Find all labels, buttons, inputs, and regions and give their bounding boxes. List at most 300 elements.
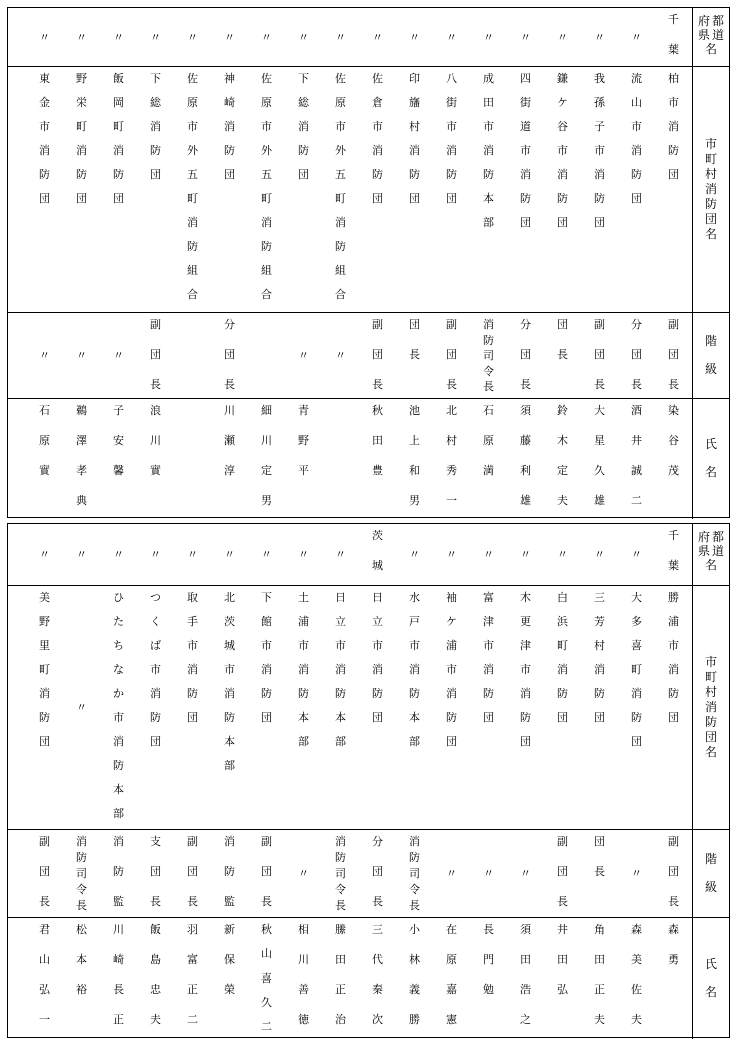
- name-header-char: 名: [704, 984, 717, 999]
- ditto-mark: 〃: [187, 548, 198, 561]
- municipality-char: 防: [594, 687, 605, 700]
- rank-char: 令: [76, 883, 87, 896]
- rank-cell: [137, 830, 174, 917]
- name-char: 森: [631, 923, 642, 936]
- municipality-char: 城: [224, 639, 235, 652]
- municipality-char: 白: [557, 591, 568, 604]
- rank-cell: [581, 313, 618, 398]
- name-char: 田: [594, 953, 605, 966]
- name-header: [692, 399, 729, 519]
- ditto-mark: 〃: [261, 548, 272, 561]
- rank-char: 団: [520, 348, 531, 361]
- rank-char: 団: [261, 865, 272, 878]
- name-char: 義: [409, 983, 420, 996]
- municipality-char: 茨: [224, 615, 235, 628]
- municipality-char: 消: [150, 687, 161, 700]
- ditto-mark: 〃: [409, 548, 420, 561]
- municipality-char: 水: [409, 591, 420, 604]
- name-cell: [322, 399, 359, 519]
- name-char: 山: [261, 947, 272, 961]
- name-cell: [100, 918, 137, 1039]
- rank-char: 消: [76, 835, 87, 848]
- municipality-char: 喜: [631, 639, 642, 652]
- municipality-char: 消: [594, 663, 605, 676]
- rank-cell: [396, 313, 433, 398]
- name-char: 久: [261, 995, 272, 1009]
- name-char: 典: [76, 494, 87, 507]
- prefecture-char: 茨: [372, 529, 383, 542]
- ditto-mark: 〃: [631, 30, 642, 44]
- name-char: 川: [224, 404, 235, 417]
- name-char: 弘: [39, 983, 50, 996]
- municipality-cell: [433, 67, 470, 312]
- name-cell: [396, 399, 433, 519]
- prefecture-cell: [655, 524, 692, 585]
- municipality-char: 多: [631, 615, 642, 628]
- municipality-char: 消: [39, 144, 50, 157]
- name-char: 在: [446, 923, 457, 936]
- prefecture-header-char: 名: [704, 42, 721, 56]
- municipality-char: 下: [298, 72, 309, 85]
- name-char: 夫: [594, 1013, 605, 1026]
- municipality-char: 神: [224, 72, 235, 85]
- municipality-cell: [174, 67, 211, 312]
- municipality-char: 防: [113, 759, 124, 772]
- municipality-char: 団: [446, 735, 457, 748]
- name-cell: [322, 918, 359, 1039]
- ditto-mark: 〃: [113, 30, 124, 44]
- name-cell: [137, 399, 174, 519]
- ditto-mark: 〃: [446, 548, 457, 561]
- municipality-char: 消: [557, 663, 568, 676]
- municipality-char: 立: [372, 615, 383, 628]
- rank-char: 司: [483, 349, 494, 362]
- rank-char: 団: [446, 348, 457, 361]
- name-char: 勇: [668, 953, 679, 966]
- name-cell: [359, 918, 396, 1039]
- prefecture-cell: [433, 524, 470, 585]
- municipality-cell: [211, 67, 248, 312]
- name-char: 山: [39, 953, 50, 966]
- rank-char: 団: [668, 348, 679, 361]
- rank-char: 長: [446, 378, 457, 391]
- name-char: 木: [557, 434, 568, 447]
- municipality-char: 市: [39, 120, 50, 133]
- municipality-char: ば: [150, 639, 161, 652]
- municipality-char: 立: [335, 615, 346, 628]
- municipality-char: 四: [520, 72, 531, 85]
- rank-char: 分: [224, 318, 235, 331]
- name-char: 縢: [335, 923, 346, 936]
- name-char: 夫: [150, 1013, 161, 1026]
- municipality-char: 佐: [261, 72, 272, 85]
- prefecture-cell: [137, 524, 174, 585]
- name-char: 野: [298, 434, 309, 447]
- rank-char: 団: [224, 348, 235, 361]
- rank-char: 消: [224, 835, 235, 848]
- rank-char: 長: [594, 865, 605, 878]
- name-char: 星: [594, 434, 605, 447]
- municipality-char: 市: [261, 639, 272, 652]
- ditto-mark: 〃: [594, 30, 605, 44]
- municipality-char: 倉: [372, 96, 383, 109]
- municipality-char: 子: [594, 120, 605, 133]
- prefecture-cell: [63, 524, 100, 585]
- name-char: 田: [520, 953, 531, 966]
- municipality-char: 市: [409, 639, 420, 652]
- municipality-char: 町: [335, 192, 346, 205]
- municipality-char: 市: [557, 144, 568, 157]
- municipality-char: 本: [409, 711, 420, 724]
- municipality-char: 防: [76, 168, 87, 181]
- municipality-cell: [396, 586, 433, 829]
- name-char: 豊: [372, 464, 383, 477]
- rank-char: 司: [409, 867, 420, 880]
- municipality-char: 崎: [224, 96, 235, 109]
- municipality-char: 岡: [113, 96, 124, 109]
- rank-char: 防: [76, 851, 87, 864]
- ditto-mark: 〃: [631, 548, 642, 561]
- municipality-header-char: 市: [704, 137, 717, 151]
- rank-cell: [470, 313, 507, 398]
- name-char: 須: [520, 404, 531, 417]
- municipality-char: 防: [668, 687, 679, 700]
- municipality-char: 団: [631, 192, 642, 205]
- rank-cell: [322, 313, 359, 398]
- municipality-char: 総: [298, 96, 309, 109]
- municipality-cell: [248, 67, 285, 312]
- name-char: 富: [187, 953, 198, 966]
- municipality-char: 防: [631, 168, 642, 181]
- rank-header: [692, 313, 729, 398]
- rank-char: 長: [483, 380, 494, 393]
- municipality-char: 防: [298, 144, 309, 157]
- rank-char: 分: [631, 318, 642, 331]
- name-char: 君: [39, 923, 50, 936]
- rank-cell: [544, 313, 581, 398]
- prefecture-cell: [174, 8, 211, 66]
- rank-cell: [544, 830, 581, 917]
- rank-char: 長: [187, 895, 198, 908]
- municipality-char: 防: [557, 192, 568, 205]
- municipality-char: 勝: [668, 591, 679, 604]
- name-char: 北: [446, 404, 457, 417]
- name-char: 憲: [446, 1013, 457, 1026]
- ditto-mark: 〃: [520, 867, 531, 880]
- municipality-char: 部: [409, 735, 420, 748]
- municipality-char: 取: [187, 591, 198, 604]
- municipality-char: 消: [483, 144, 494, 157]
- municipality-cell: [655, 586, 692, 829]
- name-char: 相: [298, 923, 309, 936]
- municipality-char: 市: [335, 120, 346, 133]
- municipality-char: 消: [39, 687, 50, 700]
- municipality-char: 八: [446, 72, 457, 85]
- municipality-char: 消: [298, 663, 309, 676]
- name-char: 忠: [150, 983, 161, 996]
- ditto-mark: 〃: [446, 867, 457, 880]
- municipality-cell: [470, 67, 507, 312]
- municipality-char: 部: [224, 759, 235, 772]
- municipality-char: 防: [520, 192, 531, 205]
- municipality-char: 北: [224, 591, 235, 604]
- name-cell: [618, 399, 655, 519]
- rank-cell: [174, 313, 211, 398]
- municipality-char: 五: [261, 168, 272, 181]
- prefecture-cell: [544, 8, 581, 66]
- municipality-char: 防: [520, 711, 531, 724]
- municipality-char: 消: [520, 687, 531, 700]
- rank-cell: [26, 830, 63, 917]
- rank-char: 長: [520, 378, 531, 391]
- municipality-cell: [470, 586, 507, 829]
- municipality-char: 市: [150, 663, 161, 676]
- municipality-char: 団: [39, 192, 50, 205]
- name-char: 青: [298, 404, 309, 417]
- municipality-char: 佐: [372, 72, 383, 85]
- roster-table-2: [7, 523, 730, 1038]
- municipality-char: 防: [150, 711, 161, 724]
- rank-char: 副: [150, 318, 161, 331]
- prefecture-cell: [618, 524, 655, 585]
- ditto-mark: 〃: [39, 30, 50, 44]
- municipality-char: 町: [261, 192, 272, 205]
- name-char: 佐: [631, 983, 642, 996]
- municipality-char: 組: [187, 264, 198, 277]
- name-char: 新: [224, 923, 235, 936]
- municipality-cell: [63, 67, 100, 312]
- prefecture-char: 千: [668, 13, 679, 26]
- municipality-cell: [359, 586, 396, 829]
- municipality-char: 道: [520, 120, 531, 133]
- municipality-char: 防: [224, 711, 235, 724]
- municipality-char: ケ: [446, 615, 457, 628]
- name-char: 澤: [76, 434, 87, 447]
- municipality-header-char: 村: [704, 685, 717, 699]
- rank-char: 長: [668, 378, 679, 391]
- name-char: 角: [594, 923, 605, 936]
- rank-char: 消: [335, 835, 346, 848]
- name-char: 林: [409, 953, 420, 966]
- rank-char: 消: [113, 835, 124, 848]
- municipality-char: 団: [557, 216, 568, 229]
- rank-char: 令: [409, 883, 420, 896]
- municipality-header-char: 消: [704, 182, 717, 196]
- municipality-cell: [618, 586, 655, 829]
- municipality-char: 市: [224, 663, 235, 676]
- municipality-char: 村: [409, 120, 420, 133]
- rank-header: [692, 830, 729, 917]
- municipality-char: 孫: [594, 96, 605, 109]
- name-char: 藤: [520, 434, 531, 447]
- prefecture-cell: [322, 524, 359, 585]
- name-char: 子: [113, 404, 124, 417]
- rank-char: 副: [261, 835, 272, 848]
- municipality-header-char: 団: [704, 730, 717, 744]
- prefecture-cell: [581, 8, 618, 66]
- municipality-char: 市: [520, 663, 531, 676]
- prefecture-cell: [618, 8, 655, 66]
- municipality-char: 防: [483, 687, 494, 700]
- ditto-mark: 〃: [298, 349, 309, 362]
- rank-char: 団: [594, 348, 605, 361]
- municipality-header-char: 名: [704, 745, 717, 759]
- name-char: 代: [372, 953, 383, 966]
- rank-char: 長: [631, 378, 642, 391]
- ditto-mark: 〃: [298, 30, 309, 44]
- municipality-char: 市: [113, 711, 124, 724]
- rank-char: 防: [409, 851, 420, 864]
- rank-char: 副: [39, 835, 50, 848]
- municipality-header-char: 防: [704, 197, 717, 211]
- municipality-char: 消: [668, 120, 679, 133]
- rank-char: 防: [113, 865, 124, 878]
- municipality-cell: [174, 586, 211, 829]
- name-char: 徳: [298, 1013, 309, 1026]
- name-cell: [655, 918, 692, 1039]
- municipality-char: 団: [520, 216, 531, 229]
- name-char: 秋: [261, 923, 272, 936]
- ditto-mark: 〃: [520, 30, 531, 44]
- name-char: 秀: [446, 464, 457, 477]
- municipality-char: 団: [594, 711, 605, 724]
- name-char: 谷: [668, 434, 679, 447]
- ditto-mark: 〃: [483, 867, 494, 880]
- municipality-char: 土: [298, 591, 309, 604]
- name-char: 正: [187, 983, 198, 996]
- rank-char: 長: [372, 378, 383, 391]
- rank-char: 防: [224, 865, 235, 878]
- rank-char: 長: [150, 378, 161, 391]
- municipality-header: [692, 586, 729, 829]
- name-char: 松: [76, 923, 87, 936]
- municipality-char: 消: [668, 663, 679, 676]
- name-char: 勉: [483, 983, 494, 996]
- prefecture-header-char: 県: [698, 28, 711, 42]
- rank-cell: [618, 313, 655, 398]
- rank-row: [8, 830, 729, 918]
- municipality-char: 団: [261, 711, 272, 724]
- name-char: 正: [113, 1013, 124, 1026]
- name-char: 田: [335, 953, 346, 966]
- name-cell: [470, 399, 507, 519]
- name-cell: [174, 918, 211, 1039]
- municipality-char: 田: [483, 96, 494, 109]
- municipality-char: 防: [594, 192, 605, 205]
- municipality-char: 消: [631, 687, 642, 700]
- name-char: 定: [261, 464, 272, 477]
- municipality-char: 日: [335, 591, 346, 604]
- municipality-char: ち: [113, 639, 124, 652]
- municipality-char: 市: [668, 96, 679, 109]
- prefecture-cell: [137, 8, 174, 66]
- rank-cell: [618, 830, 655, 917]
- municipality-char: 日: [372, 591, 383, 604]
- name-char: 三: [372, 923, 383, 936]
- rank-char: 長: [150, 895, 161, 908]
- municipality-char: 手: [187, 615, 198, 628]
- municipality-char: 消: [409, 663, 420, 676]
- municipality-char: 市: [261, 120, 272, 133]
- municipality-char: 下: [150, 72, 161, 85]
- name-char: 秋: [372, 404, 383, 417]
- prefecture-header-char: 都: [712, 14, 725, 28]
- rank-cell: [359, 313, 396, 398]
- name-char: 孝: [76, 464, 87, 477]
- municipality-char: 印: [409, 72, 420, 85]
- rank-cell: [100, 830, 137, 917]
- ditto-mark: 〃: [483, 30, 494, 44]
- municipality-char: 消: [335, 663, 346, 676]
- prefecture-header-char: 道: [712, 544, 725, 558]
- prefecture-header-char: 県: [698, 544, 711, 558]
- municipality-char: 防: [483, 168, 494, 181]
- rank-char: 防: [483, 333, 494, 347]
- name-char: 勝: [409, 1013, 420, 1026]
- municipality-char: 消: [113, 735, 124, 748]
- rank-char: 団: [409, 318, 420, 331]
- municipality-char: 館: [261, 615, 272, 628]
- municipality-char: 外: [261, 144, 272, 157]
- rank-char: 長: [335, 899, 346, 912]
- municipality-char: 団: [372, 711, 383, 724]
- name-row: [8, 399, 729, 519]
- ditto-mark: 〃: [113, 548, 124, 561]
- name-char: 上: [409, 434, 420, 447]
- municipality-char: な: [113, 663, 124, 676]
- municipality-char: 団: [668, 168, 679, 181]
- ditto-mark: 〃: [76, 701, 87, 714]
- municipality-char: 消: [631, 144, 642, 157]
- municipality-char: ケ: [557, 96, 568, 109]
- name-cell: [544, 918, 581, 1039]
- municipality-char: 団: [483, 711, 494, 724]
- municipality-char: 防: [113, 168, 124, 181]
- rank-char: 防: [335, 851, 346, 864]
- municipality-char: 本: [298, 711, 309, 724]
- name-cell: [618, 918, 655, 1039]
- name-char: 之: [520, 1013, 531, 1026]
- name-char: 二: [261, 1020, 272, 1033]
- municipality-char: 市: [668, 639, 679, 652]
- municipality-char: 野: [76, 72, 87, 85]
- municipality-header-char: 村: [704, 167, 717, 181]
- name-cell: [470, 918, 507, 1039]
- rank-char: 副: [187, 835, 198, 848]
- municipality-char: 部: [335, 735, 346, 748]
- municipality-char: 原: [187, 96, 198, 109]
- municipality-char: 防: [224, 144, 235, 157]
- name-char: 一: [446, 494, 457, 507]
- municipality-char: 消: [557, 168, 568, 181]
- prefecture-header: [692, 524, 729, 585]
- municipality-char: 大: [631, 591, 642, 604]
- municipality-cell: [26, 67, 63, 312]
- rank-cell: [581, 830, 618, 917]
- municipality-char: 鎌: [557, 72, 568, 85]
- rank-header-char: 階: [704, 852, 717, 866]
- prefecture-cell: [507, 524, 544, 585]
- rank-cell: [655, 313, 692, 398]
- name-char: 定: [557, 464, 568, 477]
- municipality-char: 団: [150, 735, 161, 748]
- ditto-mark: 〃: [520, 548, 531, 561]
- rank-char: 副: [557, 835, 568, 848]
- name-char: 正: [335, 983, 346, 996]
- prefecture-cell: [248, 524, 285, 585]
- name-char: 染: [668, 404, 679, 417]
- rank-cell: [211, 830, 248, 917]
